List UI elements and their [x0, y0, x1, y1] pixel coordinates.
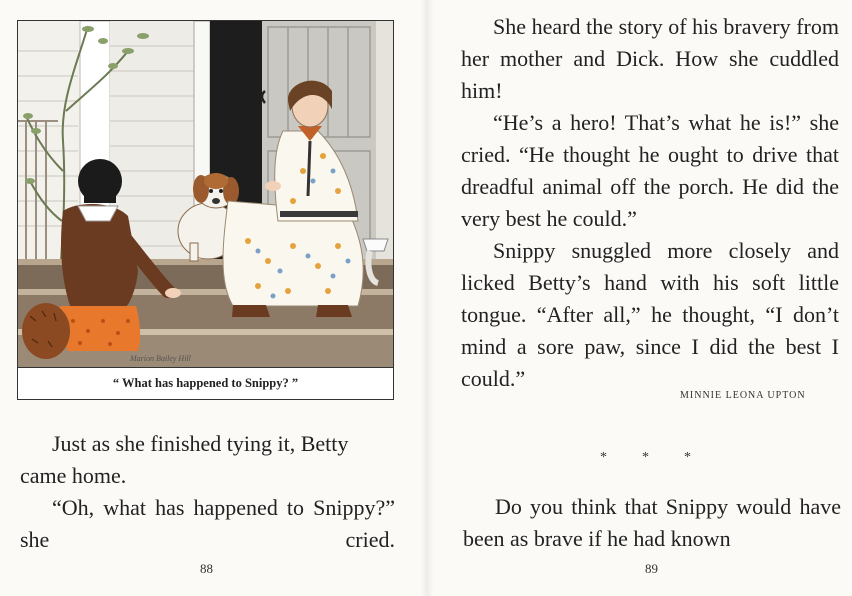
- paragraph: Snippy snuggled more closely and licked Betty’s hand with his soft little tongue. “After all,” he thought, “I don’t mind a sore paw, since I did the best I could.”: [461, 238, 839, 391]
- author-credit: MINNIE LEONA UPTON: [680, 390, 806, 401]
- section-separator: * * *: [600, 450, 691, 465]
- illustration: [17, 20, 394, 400]
- artist-signature: Marion Bailey Hill: [130, 354, 191, 363]
- left-body-text: [20, 428, 395, 556]
- page-number: 89: [645, 561, 658, 576]
- right-page: [426, 0, 852, 596]
- paragraph: She heard the story of his bravery from her mother and Dick. How she cuddled him!: [461, 14, 839, 103]
- page-number: 88: [200, 561, 213, 576]
- question-text: [463, 491, 841, 555]
- paragraph: Just as she finished tying it, Betty came home.: [20, 431, 349, 488]
- illustration-drawing: [18, 21, 393, 367]
- paragraph: Do you think that Snippy would have been as brave if he had known: [463, 494, 841, 551]
- paragraph: “Oh, what has happened to Snippy?” she cried.: [20, 495, 395, 552]
- illustration-caption: “ What has happened to Snippy? ”: [18, 367, 393, 398]
- paragraph: “He’s a hero! That’s what he is!” she cried. “He thought he ought to drive that dreadful animal off the porch. He did the very best he could.”: [461, 110, 839, 231]
- right-body-text: [461, 11, 839, 395]
